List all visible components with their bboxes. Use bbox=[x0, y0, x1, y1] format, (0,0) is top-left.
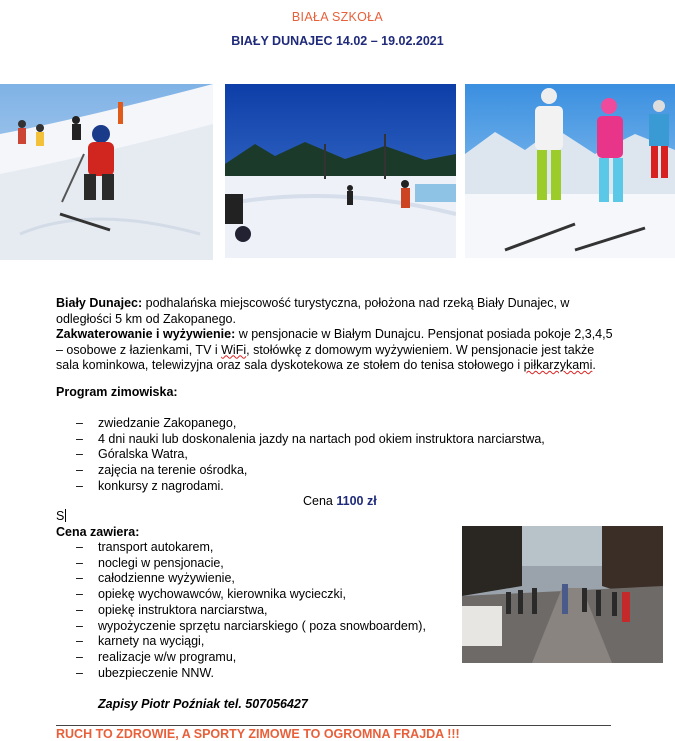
stray-text: S bbox=[56, 509, 65, 523]
list-item: – karnety na wyciągi, bbox=[56, 634, 426, 650]
list-item: – transport autokarem, bbox=[56, 540, 426, 556]
list-item: – zajęcia na terenie ośrodka, bbox=[56, 463, 545, 479]
includes-heading: Cena zawiera: bbox=[56, 525, 140, 539]
price-line bbox=[303, 494, 377, 508]
footer-slogan: RUCH TO ZDROWIE, A SPORTY ZIMOWE TO OGROMNA FRAJDA !!! bbox=[56, 727, 460, 741]
photo-child-skier bbox=[0, 84, 213, 260]
list-item: – ubezpieczenie NNW. bbox=[56, 666, 426, 682]
intro-accom-text-2: , stołówkę z domowym wyżywieniem. W pensjonacie jest także sala kominkowa, telewizyjna oraz sala dyskotekowa ze stołem do tenisa stołowego i bbox=[56, 342, 595, 372]
list-item: – zwiedzanie Zakopanego, bbox=[56, 416, 545, 432]
intro-accom-label: Zakwaterowanie i wyżywienie: bbox=[56, 327, 236, 341]
list-item: – opiekę wychowawców, kierownika wycieczki, bbox=[56, 587, 426, 603]
price-value: 1100 zł bbox=[336, 494, 377, 508]
intro-bialy-text: podhalańska miejscowość turystyczna, położona nad rzeką Biały Dunajec, w odległości 5 km od Zakopanego. bbox=[56, 296, 570, 326]
intro-text bbox=[56, 296, 616, 374]
intro-accom-text-1: w pensjonacie w Białym Dunajcu. Pensjonat posiada pokoje 2,3,4,5 – osobowe z łazienkami, TV i bbox=[56, 327, 613, 357]
price-label: Cena bbox=[303, 494, 337, 508]
signup-line: Zapisy Piotr Poźniak tel. 507056427 bbox=[98, 697, 308, 711]
list-item: – realizacje w/w programu, bbox=[56, 650, 426, 666]
spellcheck-wifi: WiFi bbox=[221, 342, 247, 357]
intro-accom-text-3: . bbox=[592, 358, 596, 372]
program-heading: Program zimowiska: bbox=[56, 385, 178, 399]
list-item: – 4 dni nauki lub doskonalenia jazdy na nartach pod okiem instruktora narciarstwa, bbox=[56, 432, 545, 448]
text-cursor bbox=[65, 509, 66, 522]
text-cursor-line[interactable] bbox=[56, 509, 66, 523]
list-item: – wypożyczenie sprzętu narciarskiego ( poza snowboardem), bbox=[56, 619, 426, 635]
list-item: – Góralska Watra, bbox=[56, 447, 545, 463]
list-item: – opiekę instruktora narciarstwa, bbox=[56, 603, 426, 619]
list-item: – konkursy z nagrodami. bbox=[56, 479, 545, 495]
program-list bbox=[56, 416, 545, 495]
intro-bialy-label: Biały Dunajec: bbox=[56, 296, 143, 310]
photo-three-skiers bbox=[465, 84, 675, 258]
photo-village-street bbox=[462, 526, 663, 663]
document-title: BIAŁA SZKOŁA bbox=[291, 10, 384, 24]
list-item: – noclegi w pensjonacie, bbox=[56, 556, 426, 572]
photo-ski-area bbox=[225, 84, 456, 258]
list-item: – całodzienne wyżywienie, bbox=[56, 571, 426, 587]
spellcheck-pilkarzykami: piłkarzykami bbox=[523, 358, 593, 372]
includes-list bbox=[56, 540, 426, 681]
divider bbox=[56, 725, 611, 726]
document-subtitle: BIAŁY DUNAJEC 14.02 – 19.02.2021 bbox=[231, 34, 444, 48]
